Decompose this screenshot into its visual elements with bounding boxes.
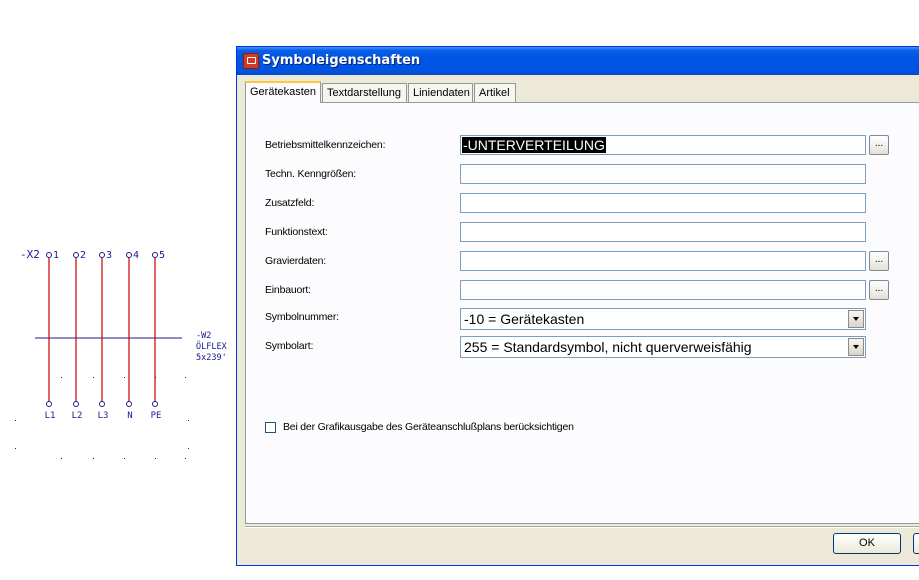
terminal-top-label: 5 xyxy=(159,250,166,261)
techn-label: Techn. Kenngrößen: xyxy=(265,168,356,180)
terminal-bottom-4 xyxy=(127,402,132,407)
gravier-browse-button[interactable]: ... xyxy=(869,251,889,271)
terminal-top-2 xyxy=(74,253,79,258)
gravier-label: Gravierdaten: xyxy=(265,255,327,267)
betriebsmittel-browse-button[interactable]: ... xyxy=(869,135,889,155)
symbolart-value: 255 = Standardsymbol, nicht querverweisfähig xyxy=(464,339,752,355)
tab-textdarstellung[interactable]: Textdarstellung xyxy=(322,83,407,102)
tab-panel xyxy=(245,102,919,524)
zusatz-label: Zusatzfeld: xyxy=(265,197,315,209)
terminal-bottom-2 xyxy=(74,402,79,407)
terminal-top-label: 3 xyxy=(106,250,113,261)
funktion-label: Funktionstext: xyxy=(265,226,328,238)
symbolart-select[interactable] xyxy=(460,336,866,358)
wire-group xyxy=(45,250,165,421)
chevron-down-icon[interactable] xyxy=(848,310,864,328)
symbolnummer-label: Symbolnummer: xyxy=(265,311,339,323)
terminal-top-5 xyxy=(153,253,158,258)
button-divider xyxy=(245,526,919,528)
terminal-bottom-label: L2 xyxy=(71,411,83,421)
terminal-bottom-label: L3 xyxy=(97,411,109,421)
cable-spec: 5x239' xyxy=(196,353,227,363)
funktion-input[interactable] xyxy=(460,222,866,242)
terminal-top-1 xyxy=(47,253,52,258)
terminal-bottom-label: N xyxy=(127,411,133,421)
tab-artikel[interactable]: Artikel xyxy=(474,83,516,102)
app-icon xyxy=(243,53,259,69)
terminal-bottom-label: PE xyxy=(150,411,162,421)
cancel-button[interactable] xyxy=(913,533,919,554)
cable-id: -W2 xyxy=(196,331,212,341)
betriebsmittel-value: -UNTERVERTEILUNG xyxy=(463,137,605,153)
grafikausgabe-checkbox[interactable] xyxy=(265,422,276,433)
einbau-input[interactable] xyxy=(460,280,866,300)
terminal-top-label: 2 xyxy=(80,250,87,261)
symbolart-label: Symbolart: xyxy=(265,340,314,352)
terminal-top-4 xyxy=(127,253,132,258)
terminal-top-label: 1 xyxy=(53,250,60,261)
ok-button[interactable]: OK xyxy=(833,533,901,554)
betriebsmittel-label: Betriebsmittelkennzeichen: xyxy=(265,139,386,151)
symbol-properties-dialog xyxy=(236,46,919,566)
terminal-top-3 xyxy=(100,253,105,258)
grafikausgabe-label: Bei der Grafikausgabe des Geräteanschlußplans berücksichtigen xyxy=(283,421,574,433)
zusatz-input[interactable] xyxy=(460,193,866,213)
cable-type: ÖLFLEX xyxy=(196,342,227,352)
gravier-input[interactable] xyxy=(460,251,866,271)
chevron-down-icon[interactable] xyxy=(848,338,864,356)
terminal-bottom-1 xyxy=(47,402,52,407)
terminal-bottom-label: L1 xyxy=(44,411,56,421)
einbau-label: Einbauort: xyxy=(265,284,311,296)
tab-liniendaten[interactable]: Liniendaten xyxy=(408,83,473,102)
dialog-title: Symboleigenschaften xyxy=(262,53,421,68)
symbolnummer-select[interactable] xyxy=(460,308,866,330)
terminal-bottom-3 xyxy=(100,402,105,407)
terminal-top-label: 4 xyxy=(133,250,140,261)
title-bar[interactable] xyxy=(237,47,919,75)
betriebsmittel-input[interactable] xyxy=(460,135,866,155)
symbolnummer-value: -10 = Gerätekasten xyxy=(464,311,585,327)
techn-input[interactable] xyxy=(460,164,866,184)
terminal-bottom-5 xyxy=(153,402,158,407)
tab-geraetekasten[interactable]: Gerätekasten xyxy=(245,81,321,103)
einbau-browse-button[interactable]: ... xyxy=(869,280,889,300)
schematic-drawing xyxy=(0,0,236,580)
device-label: -X2 xyxy=(20,248,40,261)
